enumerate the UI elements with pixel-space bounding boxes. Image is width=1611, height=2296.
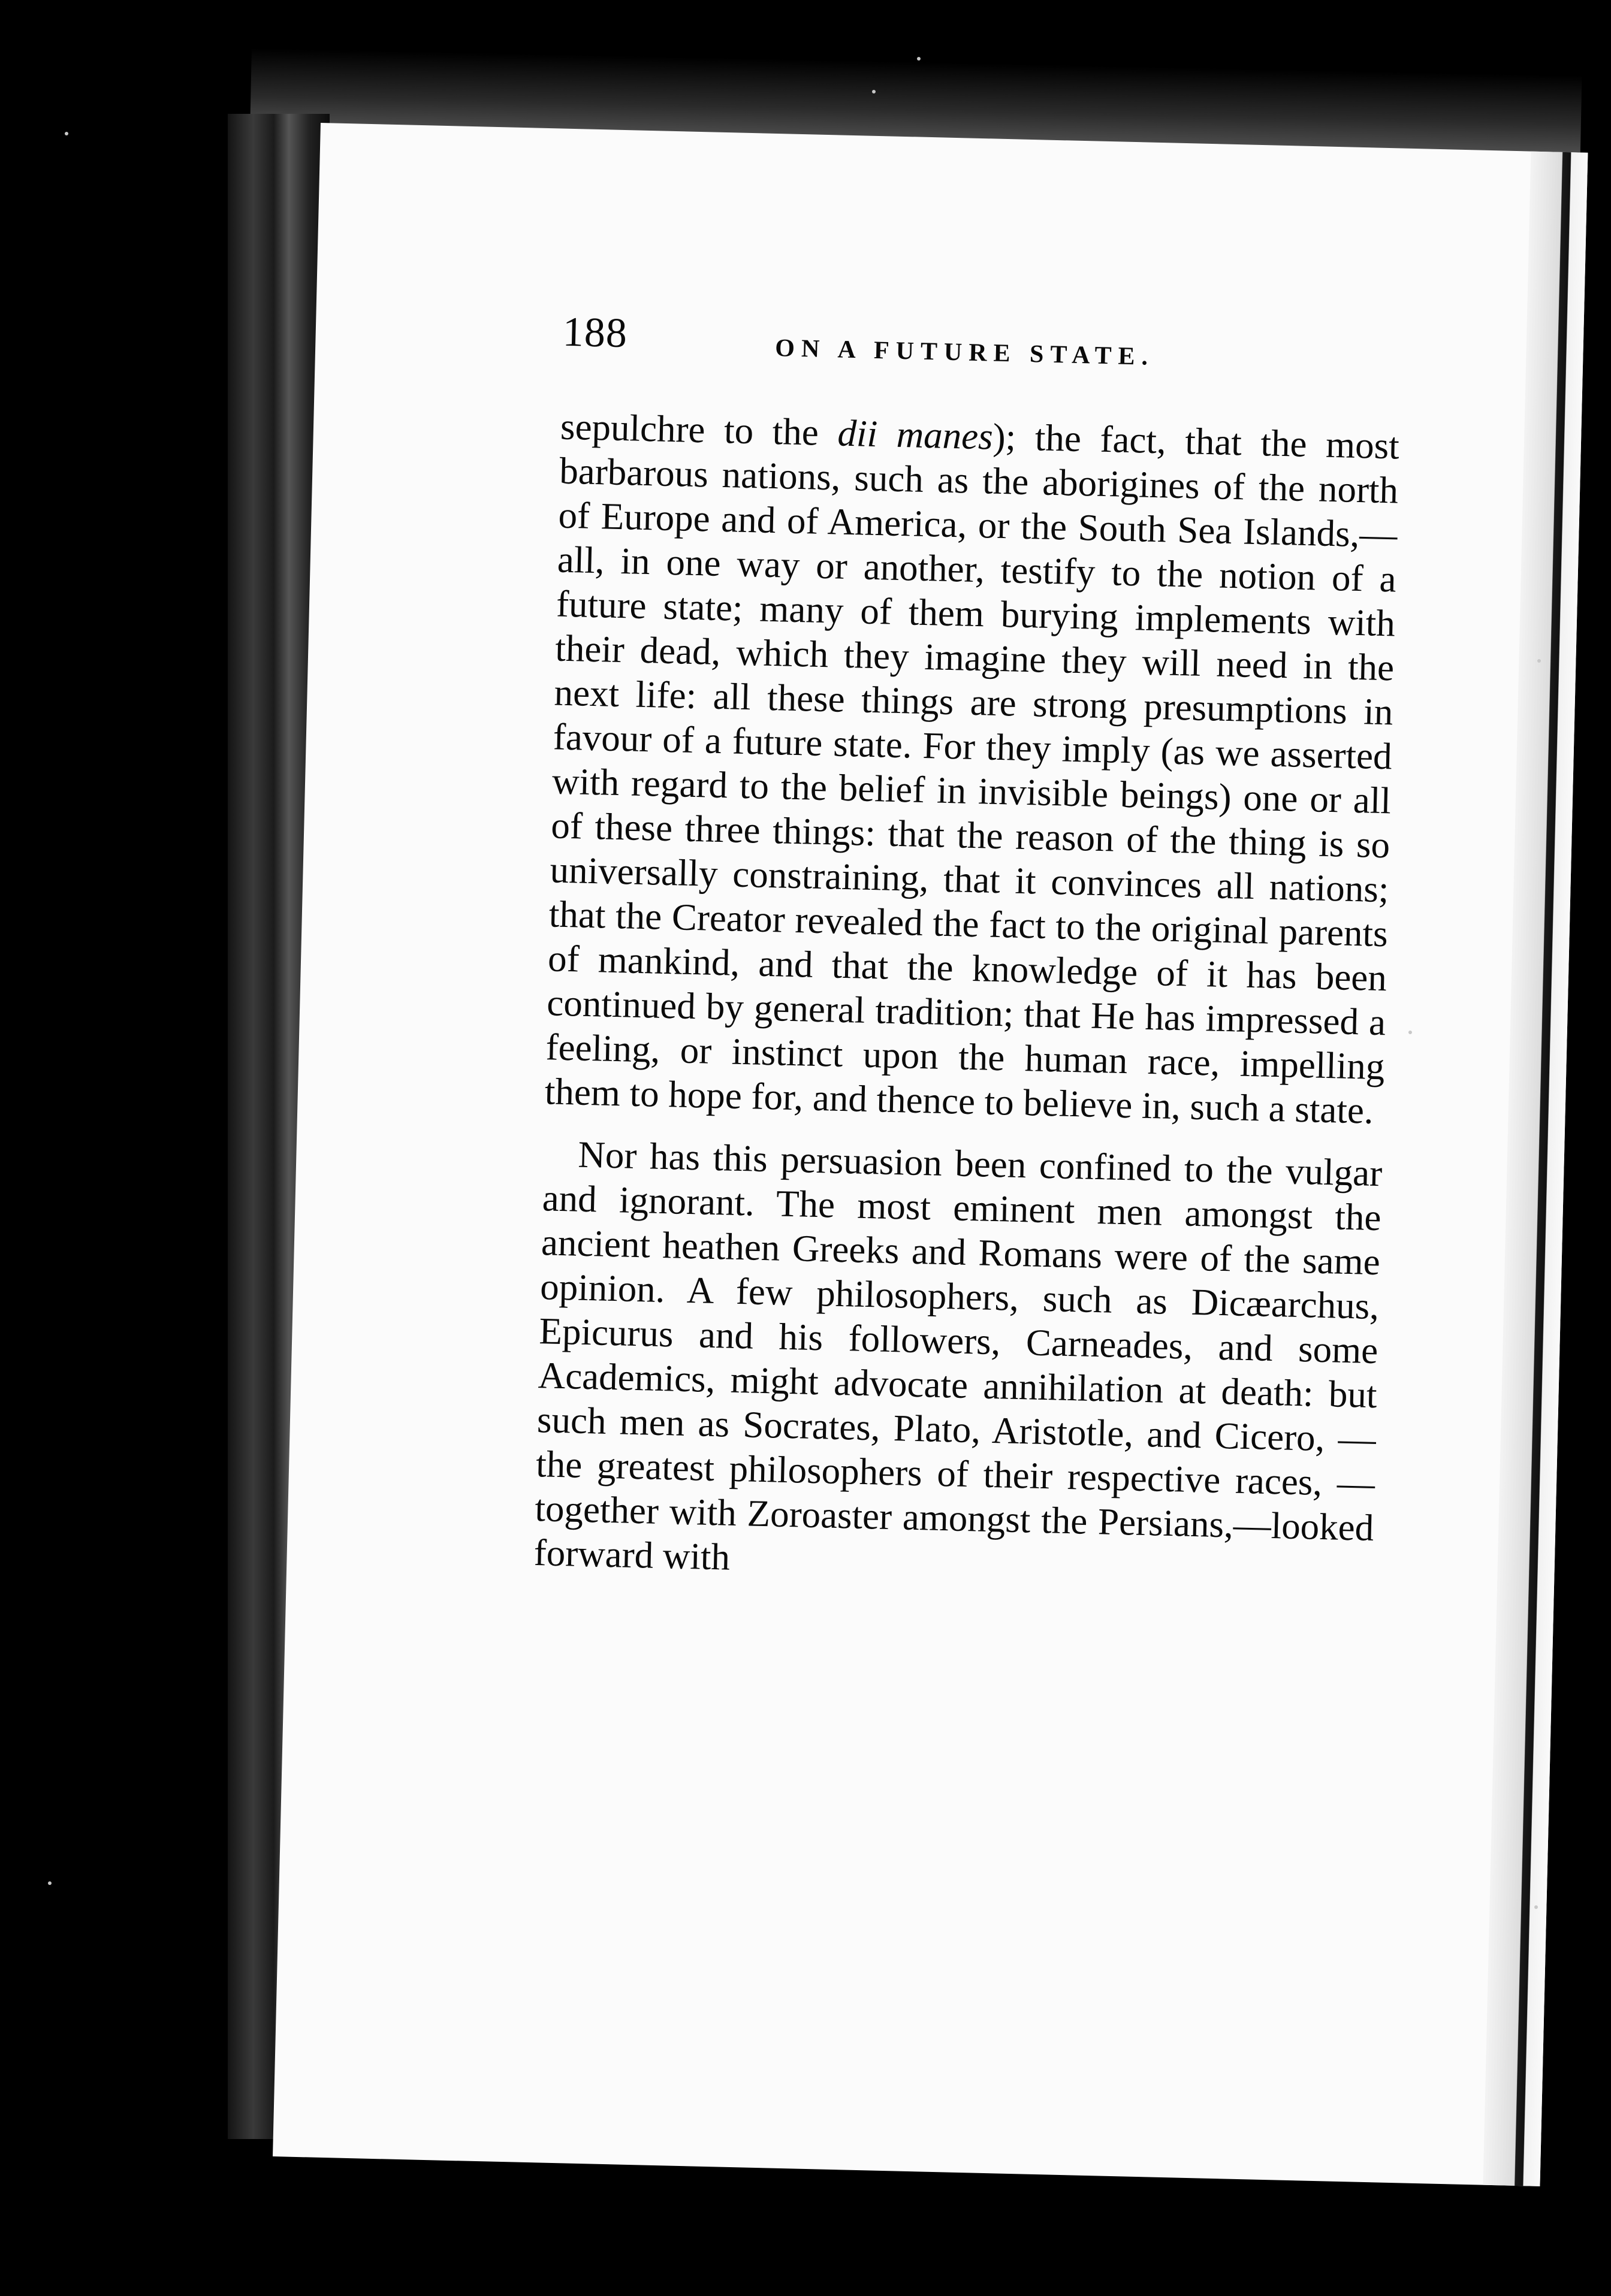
page-number: 188 — [562, 309, 628, 357]
italic-phrase: dii manes — [837, 412, 994, 458]
scan-speck — [917, 57, 921, 61]
scan-speck — [65, 132, 68, 135]
page-header — [562, 309, 1522, 403]
scan-speck — [48, 1881, 52, 1885]
paragraph-1 — [544, 404, 1400, 1134]
page-gutter — [1483, 152, 1588, 2186]
paragraph-2: Nor has this persuasion been confined to the vulgar and ignorant. The most eminent men amongst the ancient heathen Greeks and Romans were of the same opinion. A few philosophers, such as Dicæarchus, Epicurus and his followers, Carneades, and some Academics, might advocate annihilation at death: but such men as Socrates, Plato, Aristotle, and Cicero, — the greatest philosophers of their respective races, — together with Zoroaster amongst the Persians,—looked forward with — [533, 1133, 1383, 1578]
page-sheet — [273, 123, 1588, 2186]
scan-speck — [1537, 659, 1541, 663]
scan-speck — [872, 90, 876, 93]
scan-speck — [1408, 1031, 1412, 1034]
paragraph-1-start: sepulchre to the — [560, 405, 838, 454]
body-text — [533, 404, 1400, 1594]
paragraph-1-rest: ); the fact, that the most barbarous nations, such as the aborigines of the north of Europe and of America, or the South Sea Islands,—all, in one way or another, testify to the notion of a future state; many of them burying implements with their dead, which they imagine they will need in the next life: all these things are strong presumptions in favour of a future state. For they imply (as we asserted with regard to the belief in invisible beings) one or all of these three things: that the reason of the thing is so universally constraining, that it convinces all nations; that the Creator revealed the fact to the original parents of mankind, and that the knowledge of it has been continued by general tradition; that He has impressed a feeling, or instinct upon the human race, impelling them to hope for, and thence to believe in, such a state. — [544, 415, 1400, 1132]
scan-speck — [1534, 1905, 1538, 1909]
running-head: ON A FUTURE STATE. — [774, 334, 1155, 371]
